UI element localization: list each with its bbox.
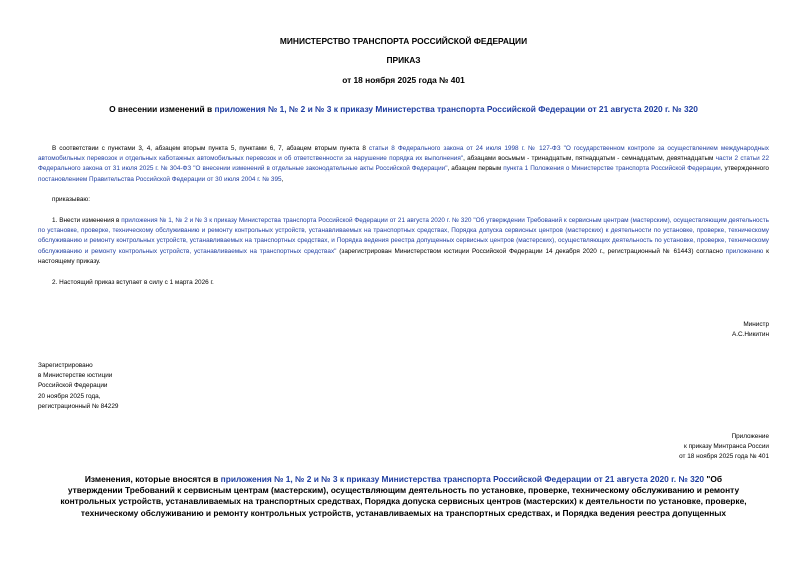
registration-line: в Министерстве юстиции <box>38 372 113 380</box>
ministry-heading: МИНИСТЕРСТВО ТРАНСПОРТА РОССИЙСКОЙ ФЕДЕРАЦИИ <box>279 36 528 46</box>
registration-line: Зарегистрировано <box>38 362 93 369</box>
appendix-title-prefix: Изменения, которые вносятся в <box>84 474 221 484</box>
registration-line: регистрационный № 84229 <box>38 402 119 410</box>
registration-line: Российской Федерации <box>38 382 108 390</box>
preamble-link-decree-395[interactable]: постановлением Правительства Российской Федерации от 30 июля 2004 г. № 395 <box>38 175 282 183</box>
appendix-title-suffix: "Об утверждении Требований к сервисным центрам (мастерским), осуществляющим деятельность по установке, проверке, техническому обслуживанию и ремонту контрольных устройств, устанавливаемых на транспортных средствах, Порядка допуска сервисных центров (мастерских) к деятельности по установке, проверке, техническому обслуживанию и ремонту контрольных устройств, устанавливаемых на транспортных средствах, и Порядка ведения реестра допущенных <box>60 474 747 518</box>
title-link[interactable]: приложения № 1, № 2 и № 3 к приказу Министерства транспорта Российской Федерации от 21 августа 2020 г. № 320 <box>214 104 698 114</box>
appendix-title <box>58 474 749 519</box>
item-2-paragraph <box>38 278 769 288</box>
preamble-link-law-304[interactable]: части 2 статьи 22 Федерального закона от 31 июля 2025 г. № 304-ФЗ "О внесении изменений в отдельные законодательные акты Российской Федерации" <box>38 155 770 173</box>
title-prefix: О внесении изменений в <box>109 104 215 114</box>
appendix-block <box>679 432 769 463</box>
signature-position: Министр <box>743 321 769 328</box>
preamble-link-law-127[interactable]: статьи 8 Федерального закона от 24 июля 1998 г. № 127-ФЗ "О государственном контроле за осуществлением международных автомобильных перевозок и отдельных каботажных автомобильных перевозок и об ответственности за нарушение порядка их выполнения" <box>38 145 769 163</box>
item-1-link-appendix[interactable]: приложению <box>725 247 764 255</box>
item-2-text: 2. Настоящий приказ вступает в силу с 1 марта 2026 г. <box>52 279 214 286</box>
preamble-paragraph <box>38 144 769 185</box>
preamble-link-regulation[interactable]: пункта 1 Положения о Министерстве транспорта Российской Федерации <box>503 165 721 173</box>
order-word <box>38 195 769 205</box>
registration-block <box>38 361 118 412</box>
preamble-text-1: В соответствии с пунктами 3, 4, абзацем вторым пункта 5, пунктами 6, 7, абзацем вторым пункта 8 <box>52 145 369 152</box>
doc-type-heading: ПРИКАЗ <box>386 55 421 65</box>
signature-name: А.С.Никитин <box>731 331 769 339</box>
appendix-line: Приложение <box>731 433 769 440</box>
item-1-paragraph <box>38 216 769 267</box>
registration-line: 20 ноября 2025 года, <box>38 392 101 400</box>
item-1-text-3: к настоящему приказу. <box>38 247 769 265</box>
item-1-link-order-320[interactable]: приложения № 1, № 2 и № 3 к приказу Министерства транспорта Российской Федерации от 21 августа 2020 г. № 320 "Об утверждении Требований к сервисным центрам (мастерским), осуществляющим деятельность по установке, проверке, техническому обслуживанию и ремонту контрольных устройств, устанавливаемых на транспортных средствах, Порядка допуска сервисных центров (мастерских) к деятельности по установке, проверке, техническому обслуживанию и ремонту контрольных устройств, устанавливаемых на транспортных средствах, и Порядка ведения реестра допущенных сервисных центров (мастерских), осуществляющих деятельность по установке, проверке, техническому обслуживанию и ремонту контрольных устройств, устанавливаемых на транспортных средствах" <box>38 217 769 255</box>
document-title <box>0 104 807 114</box>
item-1-text-2: (зарегистрирован Министерством юстиции Российской Федерации 14 декабря 2020 г., регистрационный № 61443) согласно <box>336 247 726 255</box>
preamble-text-5: , <box>281 175 284 183</box>
appendix-line: от 18 ноября 2025 года № 401 <box>679 453 769 461</box>
order-word-text: приказываю: <box>52 196 90 203</box>
doc-date-number: от 18 ноября 2025 года № 401 <box>342 75 465 85</box>
signature-block <box>732 320 769 340</box>
preamble-text-3: , абзацем первым <box>447 165 504 173</box>
preamble-text-4: , утвержденного <box>720 165 769 173</box>
preamble-text-2: , абзацами восьмым - тринадцатым, пятнадцатым - семнадцатым, девятнадцатым <box>463 155 716 163</box>
item-1-text-1: 1. Внести изменения в <box>52 217 122 224</box>
appendix-line: к приказу Минтранса России <box>684 443 769 451</box>
appendix-title-link[interactable]: приложения № 1, № 2 и № 3 к приказу Министерства транспорта Российской Федерации от 21 августа 2020 г. № 320 <box>220 474 705 484</box>
